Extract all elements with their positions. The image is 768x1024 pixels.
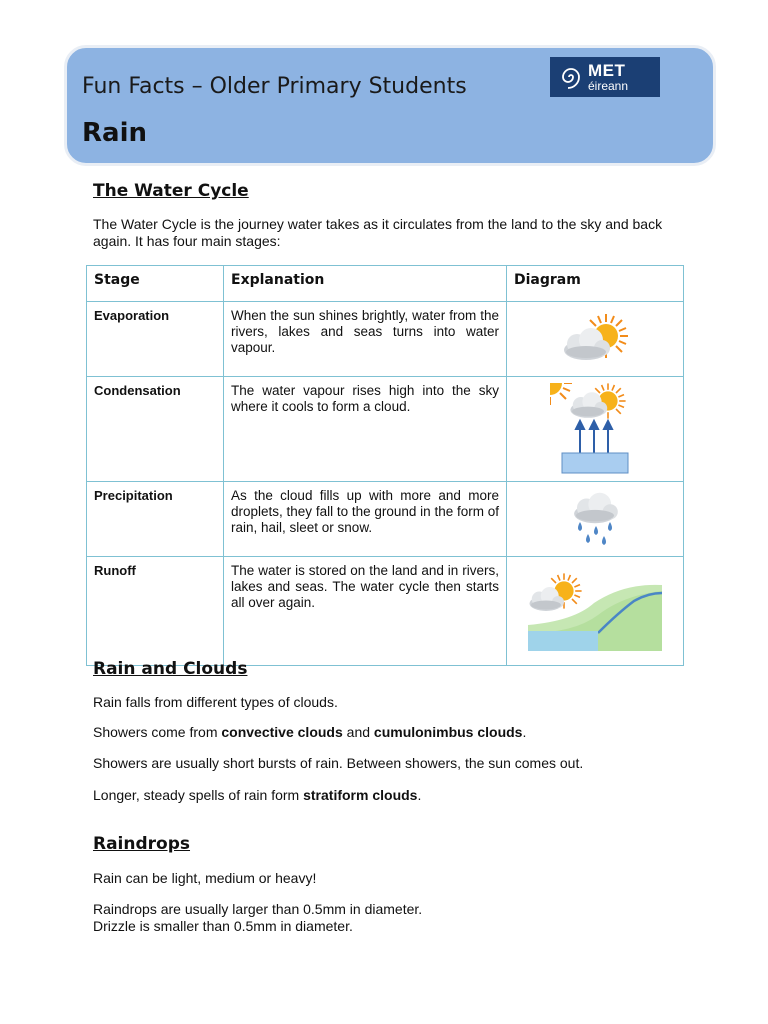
sun-cloud-icon xyxy=(550,308,640,370)
page-subtitle: Fun Facts – Older Primary Students xyxy=(82,74,467,99)
column-header: Diagram xyxy=(507,266,684,302)
text-span: Showers come from xyxy=(93,724,222,740)
text-span: Longer, steady spells of rain form xyxy=(93,787,304,803)
raindrops-line-2: Drizzle is smaller than 0.5mm in diameter. xyxy=(93,918,353,934)
diagram-cell xyxy=(507,302,684,377)
heading-raindrops: Raindrops xyxy=(93,834,191,854)
header-banner xyxy=(64,45,716,166)
rain-clouds-p1: Rain falls from different types of clouds. xyxy=(93,694,338,710)
table-row xyxy=(87,302,684,377)
bold-term: convective clouds xyxy=(221,724,343,740)
logo-text-eireann: éireann xyxy=(588,79,629,93)
text-span: . xyxy=(522,724,527,740)
water-cycle-intro xyxy=(93,216,662,250)
heading-rain-and-clouds: Rain and Clouds xyxy=(93,659,248,679)
explanation-cell: As the cloud fills up with more and more droplets, they fall to the ground in the form of rain, hail, sleet or snow. xyxy=(224,482,507,557)
intro-line-1: The Water Cycle is the journey water takes as it circulates from the land to the sky and back xyxy=(93,216,663,232)
rain-clouds-p4 xyxy=(93,787,421,804)
text-span: . xyxy=(417,787,422,803)
stage-cell: Condensation xyxy=(87,377,224,482)
logo-text-met: MET xyxy=(588,61,626,80)
spiral-logo-icon xyxy=(558,62,584,92)
rising-vapour-icon xyxy=(550,383,640,475)
explanation-cell: The water vapour rises high into the sky where it cools to form a cloud. xyxy=(224,377,507,482)
bold-term: cumulonimbus clouds xyxy=(373,724,523,740)
rain-clouds-p3: Showers are usually short bursts of rain. Between showers, the sun comes out. xyxy=(93,755,584,771)
land-river-icon xyxy=(514,563,684,659)
heading-water-cycle: The Water Cycle xyxy=(93,181,249,201)
table-row xyxy=(87,482,684,557)
column-header: Explanation xyxy=(224,266,507,302)
explanation-cell: When the sun shines brightly, water from the rivers, lakes and seas turns into water vapour. xyxy=(224,302,507,377)
stage-cell: Evaporation xyxy=(87,302,224,377)
raindrops-p1: Rain can be light, medium or heavy! xyxy=(93,870,317,886)
diagram-cell xyxy=(507,482,684,557)
table-row xyxy=(87,557,684,666)
stage-cell: Precipitation xyxy=(87,482,224,557)
diagram-cell xyxy=(507,377,684,482)
raindrops-line-1: Raindrops are usually larger than 0.5mm in diameter. xyxy=(93,901,423,917)
raindrops-p2 xyxy=(93,901,422,935)
intro-line-2: again. It has four main stages: xyxy=(93,233,281,249)
met-eireann-logo xyxy=(550,57,660,97)
table-header-row xyxy=(87,266,684,302)
explanation-cell: The water is stored on the land and in rivers, lakes and seas. The water cycle then starts all over again. xyxy=(224,557,507,666)
water-cycle-table xyxy=(86,265,684,666)
text-span: and xyxy=(342,724,374,740)
diagram-cell xyxy=(507,557,684,666)
bold-term: stratiform clouds xyxy=(303,787,418,803)
page-title: Rain xyxy=(82,118,147,148)
rain-clouds-p2 xyxy=(93,724,526,741)
stage-cell: Runoff xyxy=(87,557,224,666)
rain-cloud-icon xyxy=(550,488,640,550)
column-header: Stage xyxy=(87,266,224,302)
table-row xyxy=(87,377,684,482)
